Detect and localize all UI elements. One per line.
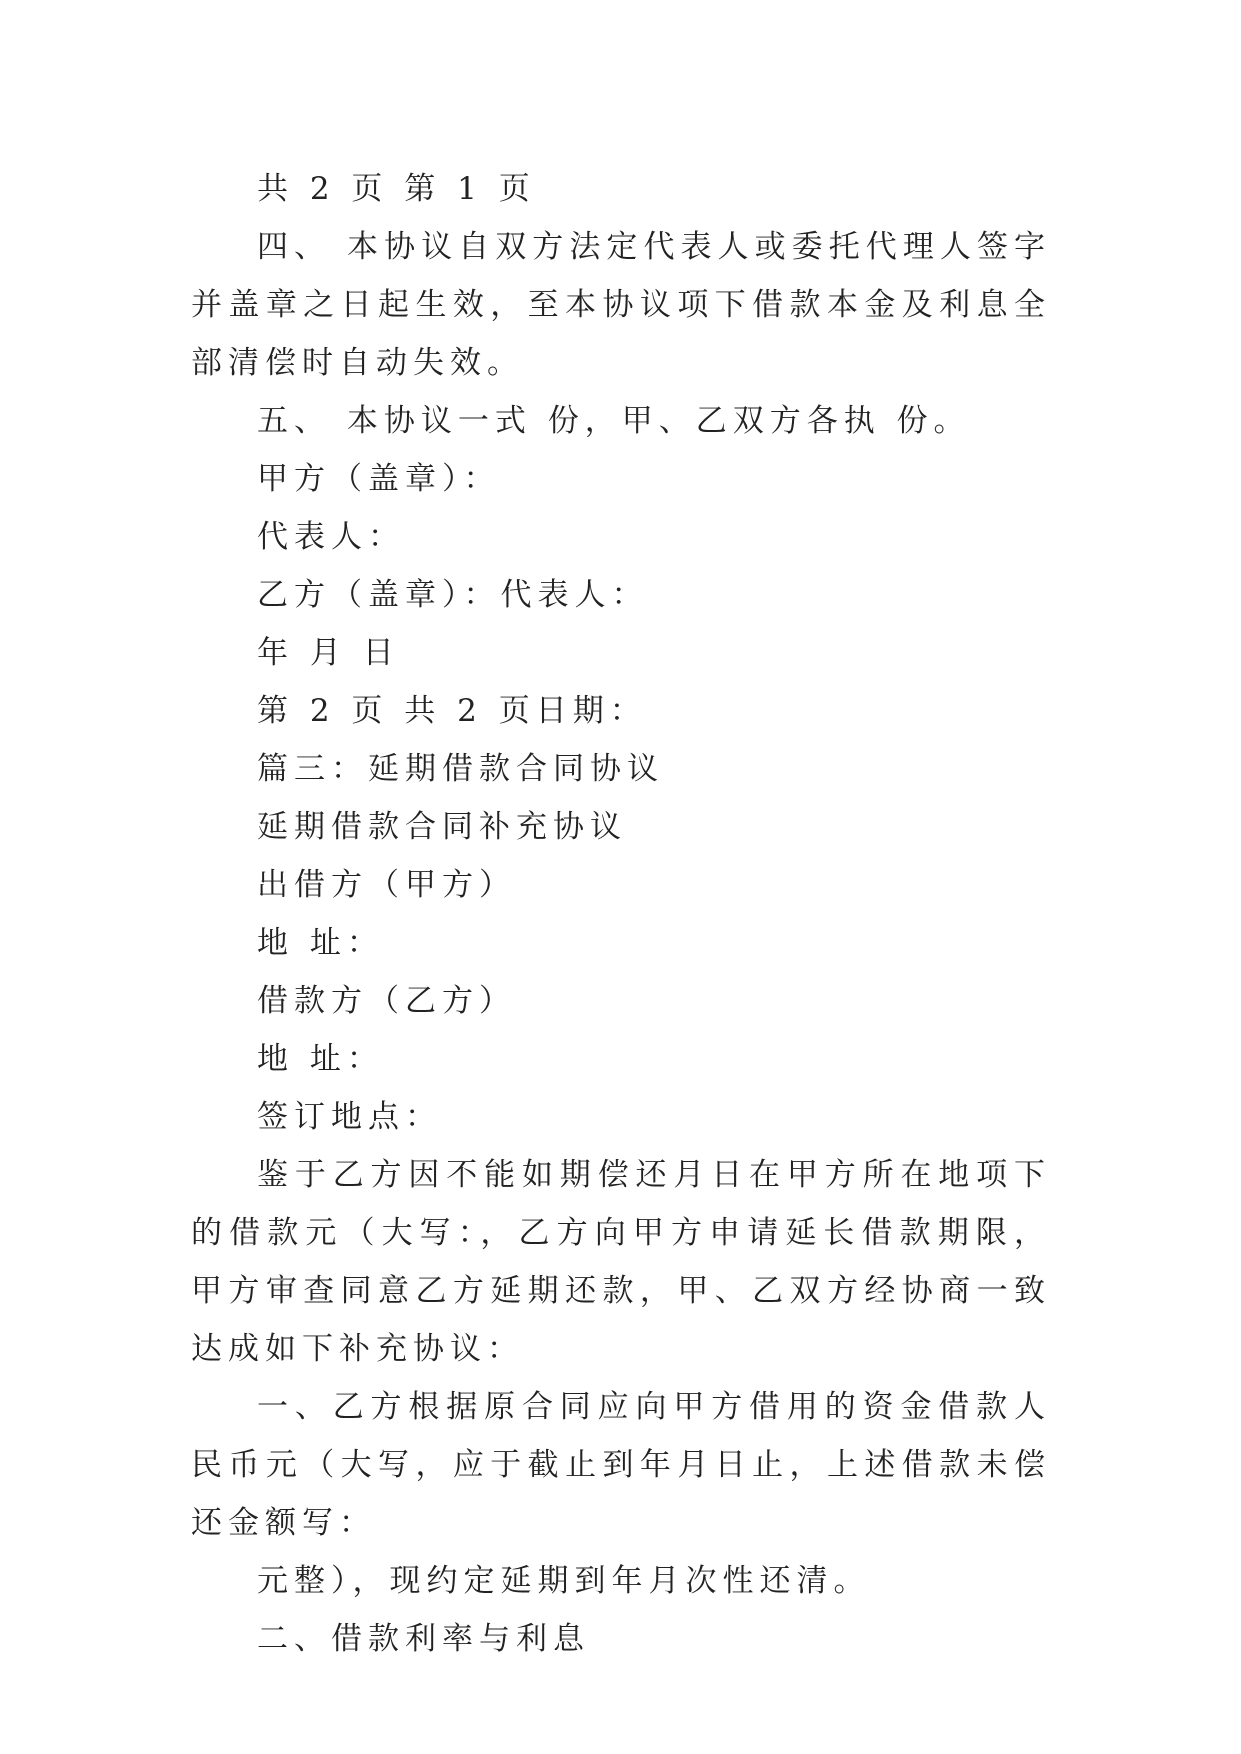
recital-paragraph: 鉴于乙方因不能如期偿还月日在甲方所在地项下的借款元（大写：，乙方向甲方申请延长借款期限，甲方审查同意乙方延期还款，甲、乙双方经协商一致达成如下补充协议： bbox=[191, 1157, 1051, 1367]
borrower-label: 借款方（乙方） bbox=[257, 983, 516, 1019]
article-one-continued: 元整），现约定延期到年月次性还清。 bbox=[257, 1563, 871, 1599]
page-two-date-line: 第 2 页 共 2 页日期： bbox=[257, 693, 647, 729]
page-count-line: 共 2 页 第 1 页 bbox=[257, 171, 536, 207]
document-body bbox=[191, 160, 1051, 1668]
clause-five: 五、 本协议一式 份，甲、乙双方各执 份。 bbox=[257, 403, 971, 439]
clause-four: 四、 本协议自双方法定代表人或委托代理人签字并盖章之日起生效，至本协议项下借款本金及利息全部清偿时自动失效。 bbox=[191, 229, 1051, 381]
agreement-title: 延期借款合同补充协议 bbox=[257, 809, 627, 845]
party-b-seal-representative: 乙方（盖章）：代表人： bbox=[257, 577, 649, 613]
party-a-representative: 代表人： bbox=[257, 519, 405, 555]
party-a-seal: 甲方（盖章）： bbox=[257, 461, 501, 497]
article-one: 一、乙方根据原合同应向甲方借用的资金借款人民币元（大写，应于截止到年月日止，上述借款未偿还金额写： bbox=[191, 1389, 1051, 1541]
lender-address: 地 址： bbox=[257, 925, 384, 961]
lender-label: 出借方（甲方） bbox=[257, 867, 516, 903]
borrower-address: 地 址： bbox=[257, 1041, 384, 1077]
article-two-heading: 二、借款利率与利息 bbox=[257, 1621, 590, 1657]
signing-place: 签订地点： bbox=[257, 1099, 442, 1135]
section-three-heading: 篇三：延期借款合同协议 bbox=[257, 751, 664, 787]
date-line: 年 月 日 bbox=[257, 635, 400, 671]
